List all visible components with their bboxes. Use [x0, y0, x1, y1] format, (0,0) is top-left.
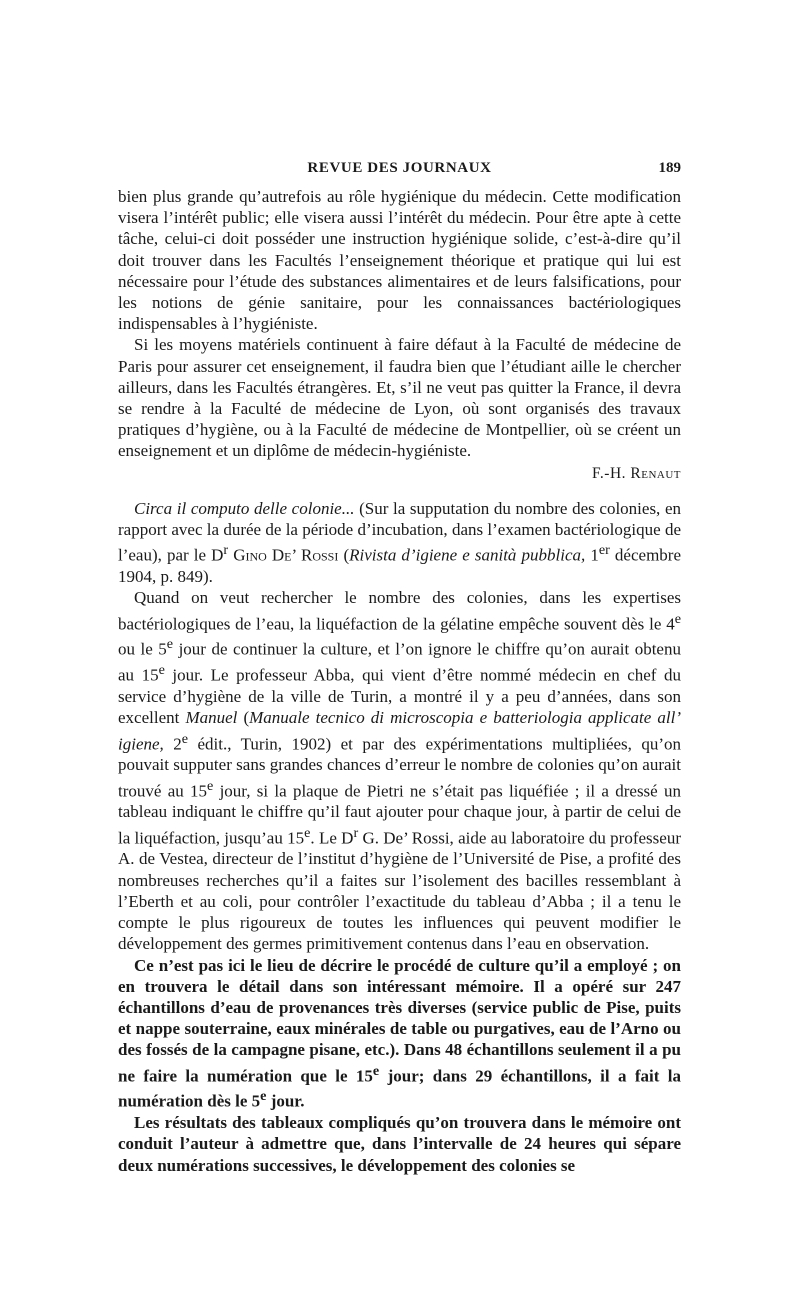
text-run: G. De’ Rossi, aide au laboratoire du professeur A. de Vestea, directeur de l’institut d’hygiène de l’Université de Pise, a profité des nombreuses recherches qu’il a faites sur l’isolement des bacilles ressemblant à l’Eberth et au coli, pour contrôler l’exactitude du tableau d’Abba ; il a tenu le compte le plus rigoureux de toutes les influences qui peuvent modifier le développement des germes primitivement contenus dans l’eau en observation. — [118, 828, 681, 954]
text-run: ( — [338, 545, 350, 565]
article-author: Gino De’ Rossi — [228, 545, 339, 565]
paragraph-2: Si les moyens matériels continuent à faire défaut à la Faculté de médecine de Paris pour assurer cet enseignement, il faudra bien que l’étudiant aille le chercher ailleurs, dans les Facultés étrangères. Et, s’il ne veut pas quitter la France, il devra se rendre à la Faculté de médecine de Lyon, où sont organisés des travaux pratiques d’hygiène, ou à la Faculté de médecine de Montpellier, où se créent un enseignement et un diplôme de médecin-hygiéniste. — [118, 335, 681, 461]
body-text — [118, 186, 681, 1176]
superscript: e — [158, 662, 165, 679]
text-run: (Sur la supputation du nombre des colonies, en rapport avec la durée de la période d’incubation, dans l’examen bactériologique de l’eau), par le D — [118, 498, 681, 565]
superscript: e — [181, 730, 189, 747]
italic-run: Manuel — [185, 708, 238, 728]
superscript: e — [674, 610, 681, 627]
text-run: Quand on veut rechercher le nombre des colonies, dans les expertises bactériologiques de l’eau, la liquéfaction de la gélatine empêche souvent dès le 4 — [118, 588, 681, 634]
text-run: ou le 5 — [118, 640, 167, 660]
running-header — [118, 160, 681, 182]
text-run: 1 — [585, 545, 599, 565]
paragraph-3 — [118, 498, 681, 587]
journal-name: Rivista d’igiene e sanità pubblica, — [349, 545, 586, 565]
text-run: jour de continuer la culture, et l’on ignore le chiffre qu’on aurait obtenu au 15 — [118, 640, 681, 685]
superscript: e — [372, 1062, 380, 1079]
text-run: ( — [237, 708, 250, 728]
signature — [118, 463, 681, 484]
superscript: r — [223, 542, 229, 559]
paragraph-1: bien plus grande qu’autrefois au rôle hygiénique du médecin. Cette modification visera l’intérêt public; elle visera aussi l’intérêt du médecin. Pour être apte à cette tâche, celui-ci doit posséder une instruction hygiénique solide, c’est-à-dire qu’il doit trouver dans les Facultés l’enseignement théorique et pratique qui lui est nécessaire pour l’étude des substances alimentaires et de leurs falsifications, pour les notions de génie sanitaire, pour les connaissances bactériologiques indispensables à l’hygiéniste. — [118, 187, 681, 334]
text-run: édit., Turin, 1902) et par des expérimentations multipliées, qu’on pouvait supputer sans grandes chances d’erreur le nombre de colonies qu’on aurait trouvé au 15 — [118, 734, 682, 801]
paragraph-5 — [118, 955, 681, 1113]
superscript: er — [598, 542, 610, 559]
text-run: jour; dans 29 échantillons, il a fait la numération dès le 5 — [118, 1066, 681, 1112]
text-run: . Le D — [310, 828, 354, 848]
text-run: décembre 1904, p. 849). — [118, 545, 681, 587]
italic-run: Manuale tecnico di microscopia e batteriologia applicate all’ igiene, — [118, 708, 681, 754]
superscript: e — [207, 777, 214, 794]
running-title: REVUE DES JOURNAUX — [307, 160, 492, 176]
superscript: e — [304, 824, 311, 841]
signature-initials: F.-H. — [592, 464, 631, 482]
text-run: jour, si la plaque de Pietri ne s’était pas liquéfiée ; il a dressé un tableau indiquant le chiffre qu’il faut ajouter pour chaque jour, à partir de celui de la liquéfaction, jusqu’au 15 — [118, 781, 681, 848]
document-page — [118, 0, 681, 1304]
superscript: r — [353, 824, 359, 841]
paragraph-4 — [118, 587, 681, 954]
signature-name: Renaut — [630, 464, 681, 482]
paragraph-6: Les résultats des tableaux compliqués qu’on trouvera dans le mémoire ont conduit l’auteur à admettre que, dans l’intervalle de 24 heures qui sépare deux numérations successives, le développement des colonies se — [118, 1113, 681, 1175]
superscript: e — [260, 1088, 267, 1105]
text-run: 2 — [163, 734, 182, 754]
article-title: Circa il computo delle colonie... — [134, 498, 355, 518]
superscript: e — [166, 636, 174, 653]
text-run: jour. Le professeur Abba, qui vient d’être nommé médecin en chef du service d’hygiène de la ville de Turin, a montré il y a peu d’années, dans son excellent — [118, 665, 681, 728]
text-run: jour. — [266, 1092, 305, 1112]
page-number: 189 — [658, 160, 681, 176]
text-run: Ce n’est pas ici le lieu de décrire le procédé de culture qu’il a employé ; on en trouvera le détail dans son intéressant mémoire. Il a opéré sur 247 échantillons d’eau de provenances très diverses (service public de Pise, puits et nappe souterraine, eaux minérales de table ou purgatives, eau de l’Arno ou des fossés de la campagne pisane, etc.). Dans 48 échantillons seulement il a pu ne faire la numération que le 15 — [118, 955, 681, 1086]
